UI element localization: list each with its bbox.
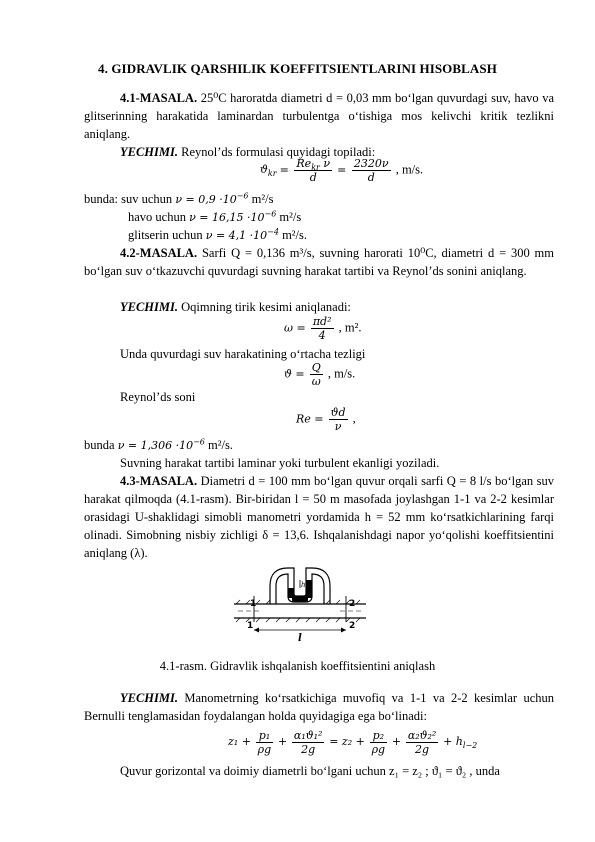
manometer-figure xyxy=(230,562,370,644)
problem-4-1-label: 4.1-MASALA. xyxy=(120,91,198,105)
text-conclusion: Quvur gorizontal va doimiy diametrli bo‘lgani uchun z₁ = z₂ ; ϑ₁ = ϑ₂ , unda xyxy=(120,764,500,778)
bunda-glycerin: glitserin uchun $\nu = 4,1 \cdot 10^{-4}$ m²/s. xyxy=(128,227,308,242)
problem-4-1 xyxy=(84,89,554,143)
solution-4-1-label: YECHIMI. xyxy=(120,145,179,159)
length-label: l xyxy=(298,633,302,644)
height-label: h xyxy=(301,581,306,589)
formula-reynolds: Re = $\frac{ϑd}{\nu}$ , xyxy=(296,406,356,433)
bunda-water: bunda: suv uchun $\nu = 0,9 \cdot 10^{-6}$ m²/s xyxy=(84,191,274,206)
page-title: 4. GIDRAVLIK QARSHILIK KOEFFITSIENTLARINI HISOBLASH xyxy=(98,61,497,76)
formula-lhs: $ϑ_{kr}$ xyxy=(260,163,277,179)
text-reynolds: Reynol’ds soni xyxy=(120,390,196,404)
solution-4-2 xyxy=(84,298,554,316)
figure-caption: 4.1-rasm. Gidravlik ishqalanish koeffitsientini aniqlash xyxy=(159,659,436,673)
formula-frac-1: $\frac{Re_{kr} \nu}{d}$ xyxy=(296,157,331,184)
text-regime: Suvning harakat tartibi laminar yoki turbulent ekanligi yoziladi. xyxy=(120,456,440,470)
section-2-top-label: 2 xyxy=(349,599,356,609)
formula-critical-velocity: $ϑ_{kr}$ = $\frac{Re_{kr} \nu}{d}$ = $\frac{2320\nu}{d}$ , m/s. xyxy=(260,157,424,184)
bunda-reynolds: bunda $\nu = 1,306 \cdot 10^{-6}$ m²/s. xyxy=(84,437,233,452)
bunda-air: havo uchun $\nu = 16,15 \cdot 10^{-6}$ m²/s xyxy=(128,209,302,224)
problem-4-3 xyxy=(84,472,554,562)
section-1-bottom-label: 1 xyxy=(247,621,254,631)
problem-4-1-text: 25⁰C haroratda diametri d = 0,03 mm bo‘lgan quvurdagi suv, havo va glitserinning harakatida laminardan turbulentga o‘tishiga mos kelivchi kritik tezlikni aniqlang. xyxy=(84,91,555,141)
problem-4-3-label: 4.3-MASALA. xyxy=(120,474,198,488)
section-2-bottom-label: 2 xyxy=(349,621,356,631)
problem-4-3-text: Diametri d = 100 mm bo‘lgan quvur orqali sarfi Q = 8 l/s bo‘lgan suv harakat qilmoqda (4.1-rasm). Bir-biridan l = 50 m masofada joylashgan 1-1 va 2-2 kesimlar orasidagi U-shaklidagi simobli manometri yordamida h = 52 mm ko‘rsatkichlarining farqi olinadi. Simobning nisbiy zichligi δ = 13,6. Ishqalanishdagi napor yo‘qolishi koeffitsientini aniqlang (λ). xyxy=(84,474,555,560)
solution-4-2-label: YECHIMI. xyxy=(120,300,179,314)
section-1-top-label: 1 xyxy=(250,599,257,609)
formula-unit: , m/s. xyxy=(395,162,424,177)
formula-area: ω = $\frac{\text{πd²}}{4}$ , m². xyxy=(284,315,362,342)
solution-4-3 xyxy=(84,689,554,725)
problem-4-2 xyxy=(84,244,554,280)
problem-4-2-text: Sarfi Q = 0,136 m³/s, suvning harorati 10⁰C, diametri d = 300 mm bo‘lgan suv o‘tkazuvchi quvurdagi suvning harakat tartibi va Reynol’ds sonini aniqlang. xyxy=(84,246,554,278)
formula-velocity: ϑ = $\frac{Q}{\omega}$ , m/s. xyxy=(284,361,356,388)
solution-4-2-text: Oqimning tirik kesimi aniqlanadi: xyxy=(181,300,351,314)
formula-frac-2: $\frac{2320\nu}{d}$ xyxy=(353,157,389,184)
solution-4-3-label: YECHIMI. xyxy=(120,691,179,705)
formula-bernoulli: z₁ + $\frac{\text{p₁}}{\rho g}$ + $\frac{\text{α₁ϑ₁²}}{2g}$ = z₂ + $\frac{\text{p₂}}{\rho g}$ + $\frac{\text{α₂ϑ₂²}}{2g}$ + $h_{l-2}$ xyxy=(228,729,478,756)
problem-4-2-label: 4.2-MASALA. xyxy=(120,246,198,260)
solution-4-3-text: Manometrning ko‘rsatkichiga muvofiq va 1-1 va 2-2 kesimlar uchun Bernulli tenglamasidan foydalangan holda quyidagiga ega bo‘linadi: xyxy=(84,691,554,723)
solution-4-1-text: Reynol’ds formulasi quyidagi topiladi: xyxy=(181,145,376,159)
text-velocity: Unda quvurdagi suv harakatining o‘rtacha tezligi xyxy=(120,347,366,361)
